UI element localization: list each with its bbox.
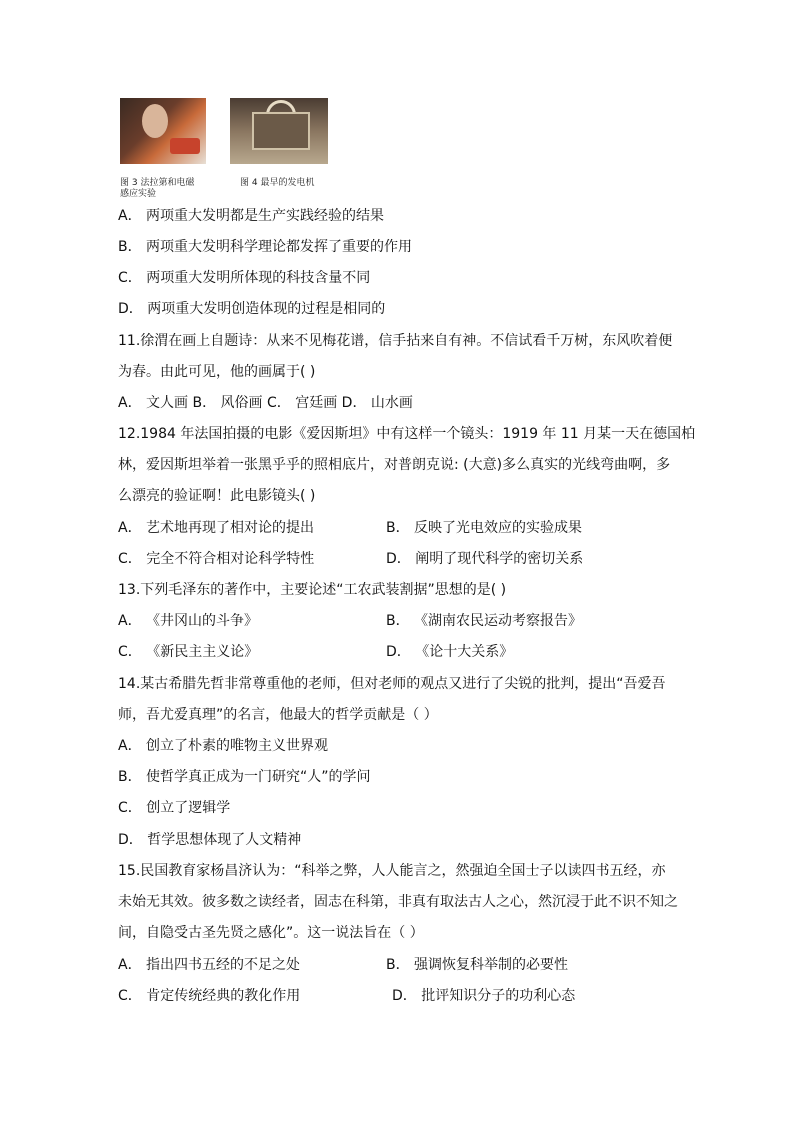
text-line: C． 两项重大发明所体现的科技含量不同 <box>118 270 371 286</box>
text-line: 师，吾尤爱真理”的名言，他最大的哲学贡献是（ ） <box>118 707 438 723</box>
text-line: C． 肯定传统经典的教化作用 <box>118 988 301 1004</box>
text-line: 12.1984 年法国拍摄的电影《爱因斯坦》中有这样一个镜头：1919 年 11 月某一天在德国柏 <box>118 426 696 442</box>
fig3-caption-line1: 图 3 法拉第和电磁 <box>120 178 195 188</box>
faraday-face-icon <box>142 104 168 138</box>
text-line: B． 《湖南农民运动考察报告》 <box>386 613 583 629</box>
text-line: C． 创立了逻辑学 <box>118 800 231 816</box>
text-line: A． 创立了朴素的唯物主义世界观 <box>118 738 329 754</box>
generator-coil-icon <box>252 112 310 150</box>
text-line: 林，爱因斯坦举着一张黑乎乎的照相底片，对普朗克说: (大意)多么真实的光线弯曲啊，多 <box>118 457 671 473</box>
text-line: C． 《新民主主义论》 <box>118 644 259 660</box>
text-line: D． 《论十大关系》 <box>386 644 514 660</box>
text-line: 未始无其效。彼多数之读经者，固志在科第，非真有取法古人之心，然沉浸于此不识不知之 <box>118 894 678 910</box>
text-line: 15.民国教育家杨昌济认为：“科举之弊，人人能言之，然强迫全国士子以读四书五经，亦 <box>118 863 666 879</box>
text-line: 11.徐渭在画上自题诗：从来不见梅花谱，信手拈来自有神。不信试看千万树，东风吹着便 <box>118 333 673 349</box>
text-line: D． 两项重大发明创造体现的过程是相同的 <box>118 301 386 317</box>
text-line: A． 两项重大发明都是生产实践经验的结果 <box>118 208 385 224</box>
text-line: B． 两项重大发明科学理论都发挥了重要的作用 <box>118 239 413 255</box>
text-line: B． 反映了光电效应的实验成果 <box>386 520 583 536</box>
text-line: B． 强调恢复科举制的必要性 <box>386 957 569 973</box>
generator-photo <box>230 98 328 164</box>
text-line: A． 艺术地再现了相对论的提出 <box>118 520 315 536</box>
text-line: D． 哲学思想体现了人文精神 <box>118 832 302 848</box>
text-line: 为春。由此可见，他的画属于( ) <box>118 364 316 380</box>
text-line: A． 文人画 B． 风俗画 C． 宫廷画 D． 山水画 <box>118 395 413 411</box>
text-line: B． 使哲学真正成为一门研究“人”的学问 <box>118 769 371 785</box>
text-line: A． 指出四书五经的不足之处 <box>118 957 301 973</box>
experiment-apparatus-icon <box>170 138 200 154</box>
text-line: 么漂亮的验证啊！此电影镜头( ) <box>118 488 316 504</box>
text-line: C． 完全不符合相对论科学特性 <box>118 551 315 567</box>
text-line: A． 《井冈山的斗争》 <box>118 613 259 629</box>
fig4-caption: 图 4 最早的发电机 <box>240 178 315 188</box>
text-line: D． 批评知识分子的功利心态 <box>392 988 576 1004</box>
text-line: 13.下列毛泽东的著作中，主要论述“工农武装割据”思想的是( ) <box>118 582 507 598</box>
text-line: 间，自隐受古圣先贤之感化”。这一说法旨在（ ） <box>118 925 424 941</box>
text-line: D． 阐明了现代科学的密切关系 <box>386 551 584 567</box>
faraday-photo <box>120 98 206 164</box>
fig3-caption-line2: 感应实验 <box>120 189 157 199</box>
text-line: 14.某古希腊先哲非常尊重他的老师，但对老师的观点又进行了尖锐的批判，提出“吾爱吾 <box>118 676 666 692</box>
